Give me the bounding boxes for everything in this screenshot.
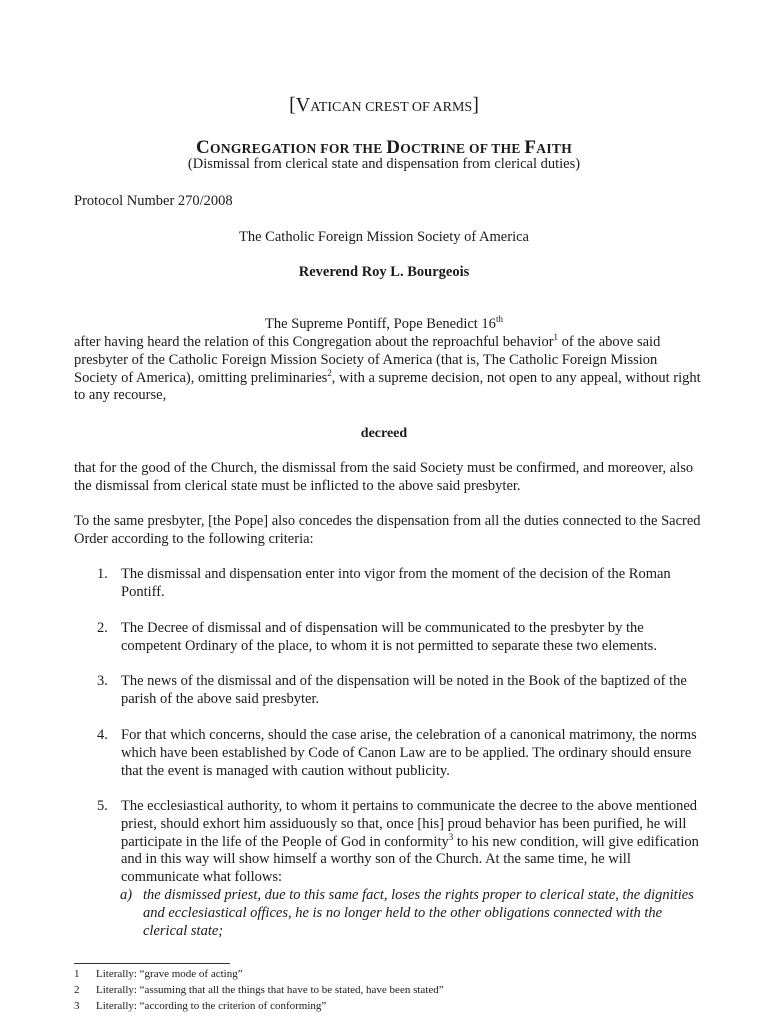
document-page: [VATICAN CREST OF ARMS] CONGREGATION FOR THE DOCTRINE OF THE FAITH (Dismissal from clerical state and dispensation from clerical duties) Protocol Number 270/2008 The Catholic Foreign Mission Society of America Reverend Roy L. Bourgeois The Supreme Pontiff, Pope Benedict 16th after having heard the relation of this Congregation about the reproachful behavior$^1$ of the above said presbyter of the Catholic Foreign Mission Society of America (that is, The Catholic Foreign Mission Society of America), omitting preliminaries$^2$, with a supreme decision, not open to any appeal, without right to any recourse, decreed that for the good of the Church, the dismissal from the said Society must be confirmed, and moreover, also the dismissal from clerical state must be inflicted to the above said presbyter. To the same presbyter, [the Pope] also concedes the dispensation from all the duties connected to the Sacred Order according to the following criteria: 1. The dismissal and dispensation enter into vigor from the moment of the decision of the Roman Pontiff. 2. The Decree of dismissal and of dispensation will be communicated to the presbyter by the competent Ordinary of the place, to whom it is not permitted to separate these two elements. 3. The news of the dismissal and of the dispensation will be noted in the Book of the baptized of the parish of the above said presbyter. 4. For that which concerns, should the case arise, the celebration of a canonical matrimony, the norms which have been established by Code of Canon Law are to be applied. The ordinary should ensure that the event is managed with caution without publicity. 5. The ecclesiastical authority, to whom it pertains to communicate the decree to the above mentioned priest, should exhort him assiduously so that, once [his] proud behavior has been purified, he will participate in the life of the People of God in conformity$^3$ to his new condition, will give edification and in this way will show himself a worthy son of the Church. At the same time, he will communicate what follows: a) the dismissed priest, due to this same fact, loses the rights proper to clerical state, the dignities and ecclesiastical offices, he is no longer held to the other obligations connected with the clerical state; 1 Literally: “grave mode of acting” 2 Literally: “assuming that all the things that have to be stated, have been stated” 3 Literally: “according to the criterion of conforming” (0, 0, 768, 1024)
decreed-heading: decreed (360, 426, 408, 441)
footnote-ref-3: 3 (448, 831, 454, 842)
footnote-ref-1: 1 (553, 332, 559, 343)
document-subtitle: (Dismissal from clerical state and dispensation from clerical duties) (187, 156, 581, 172)
society-name: The Catholic Foreign Mission Society of America (239, 229, 529, 245)
footnote-divider (74, 963, 230, 964)
preamble-paragraph: after having heard the relation of this Congregation about the reproachful behavior$^1$ of the above said presbyter of the Catholic Foreign Mission Society of America (that is, The Catholic Foreign Mission Society of America), omitting preliminaries$^2$, with a supreme decision, not open to any appeal, without right to any recourse, (74, 332, 701, 404)
pontiff-line: The Supreme Pontiff, Pope Benedict 16th (265, 314, 503, 332)
reverend-name: Reverend Roy L. Bourgeois (298, 264, 470, 280)
dismissal-paragraph: that for the good of the Church, the dismissal from the said Society must be confirmed, and moreover, also the dismissal from clerical state must be inflicted to the above said presbyter. (74, 460, 694, 494)
dispensation-paragraph: To the same presbyter, [the Pope] also concedes the dispensation from all the duties connected to the Sacred Order according to the following criteria: (74, 513, 701, 547)
congregation-title: CONGREGATION FOR THE DOCTRINE OF THE FAITH (196, 137, 572, 158)
crest-placeholder: [VATICAN CREST OF ARMS] (289, 94, 479, 116)
footnote-ref-2: 2 (327, 367, 332, 378)
protocol-number: Protocol Number 270/2008 (74, 193, 233, 209)
